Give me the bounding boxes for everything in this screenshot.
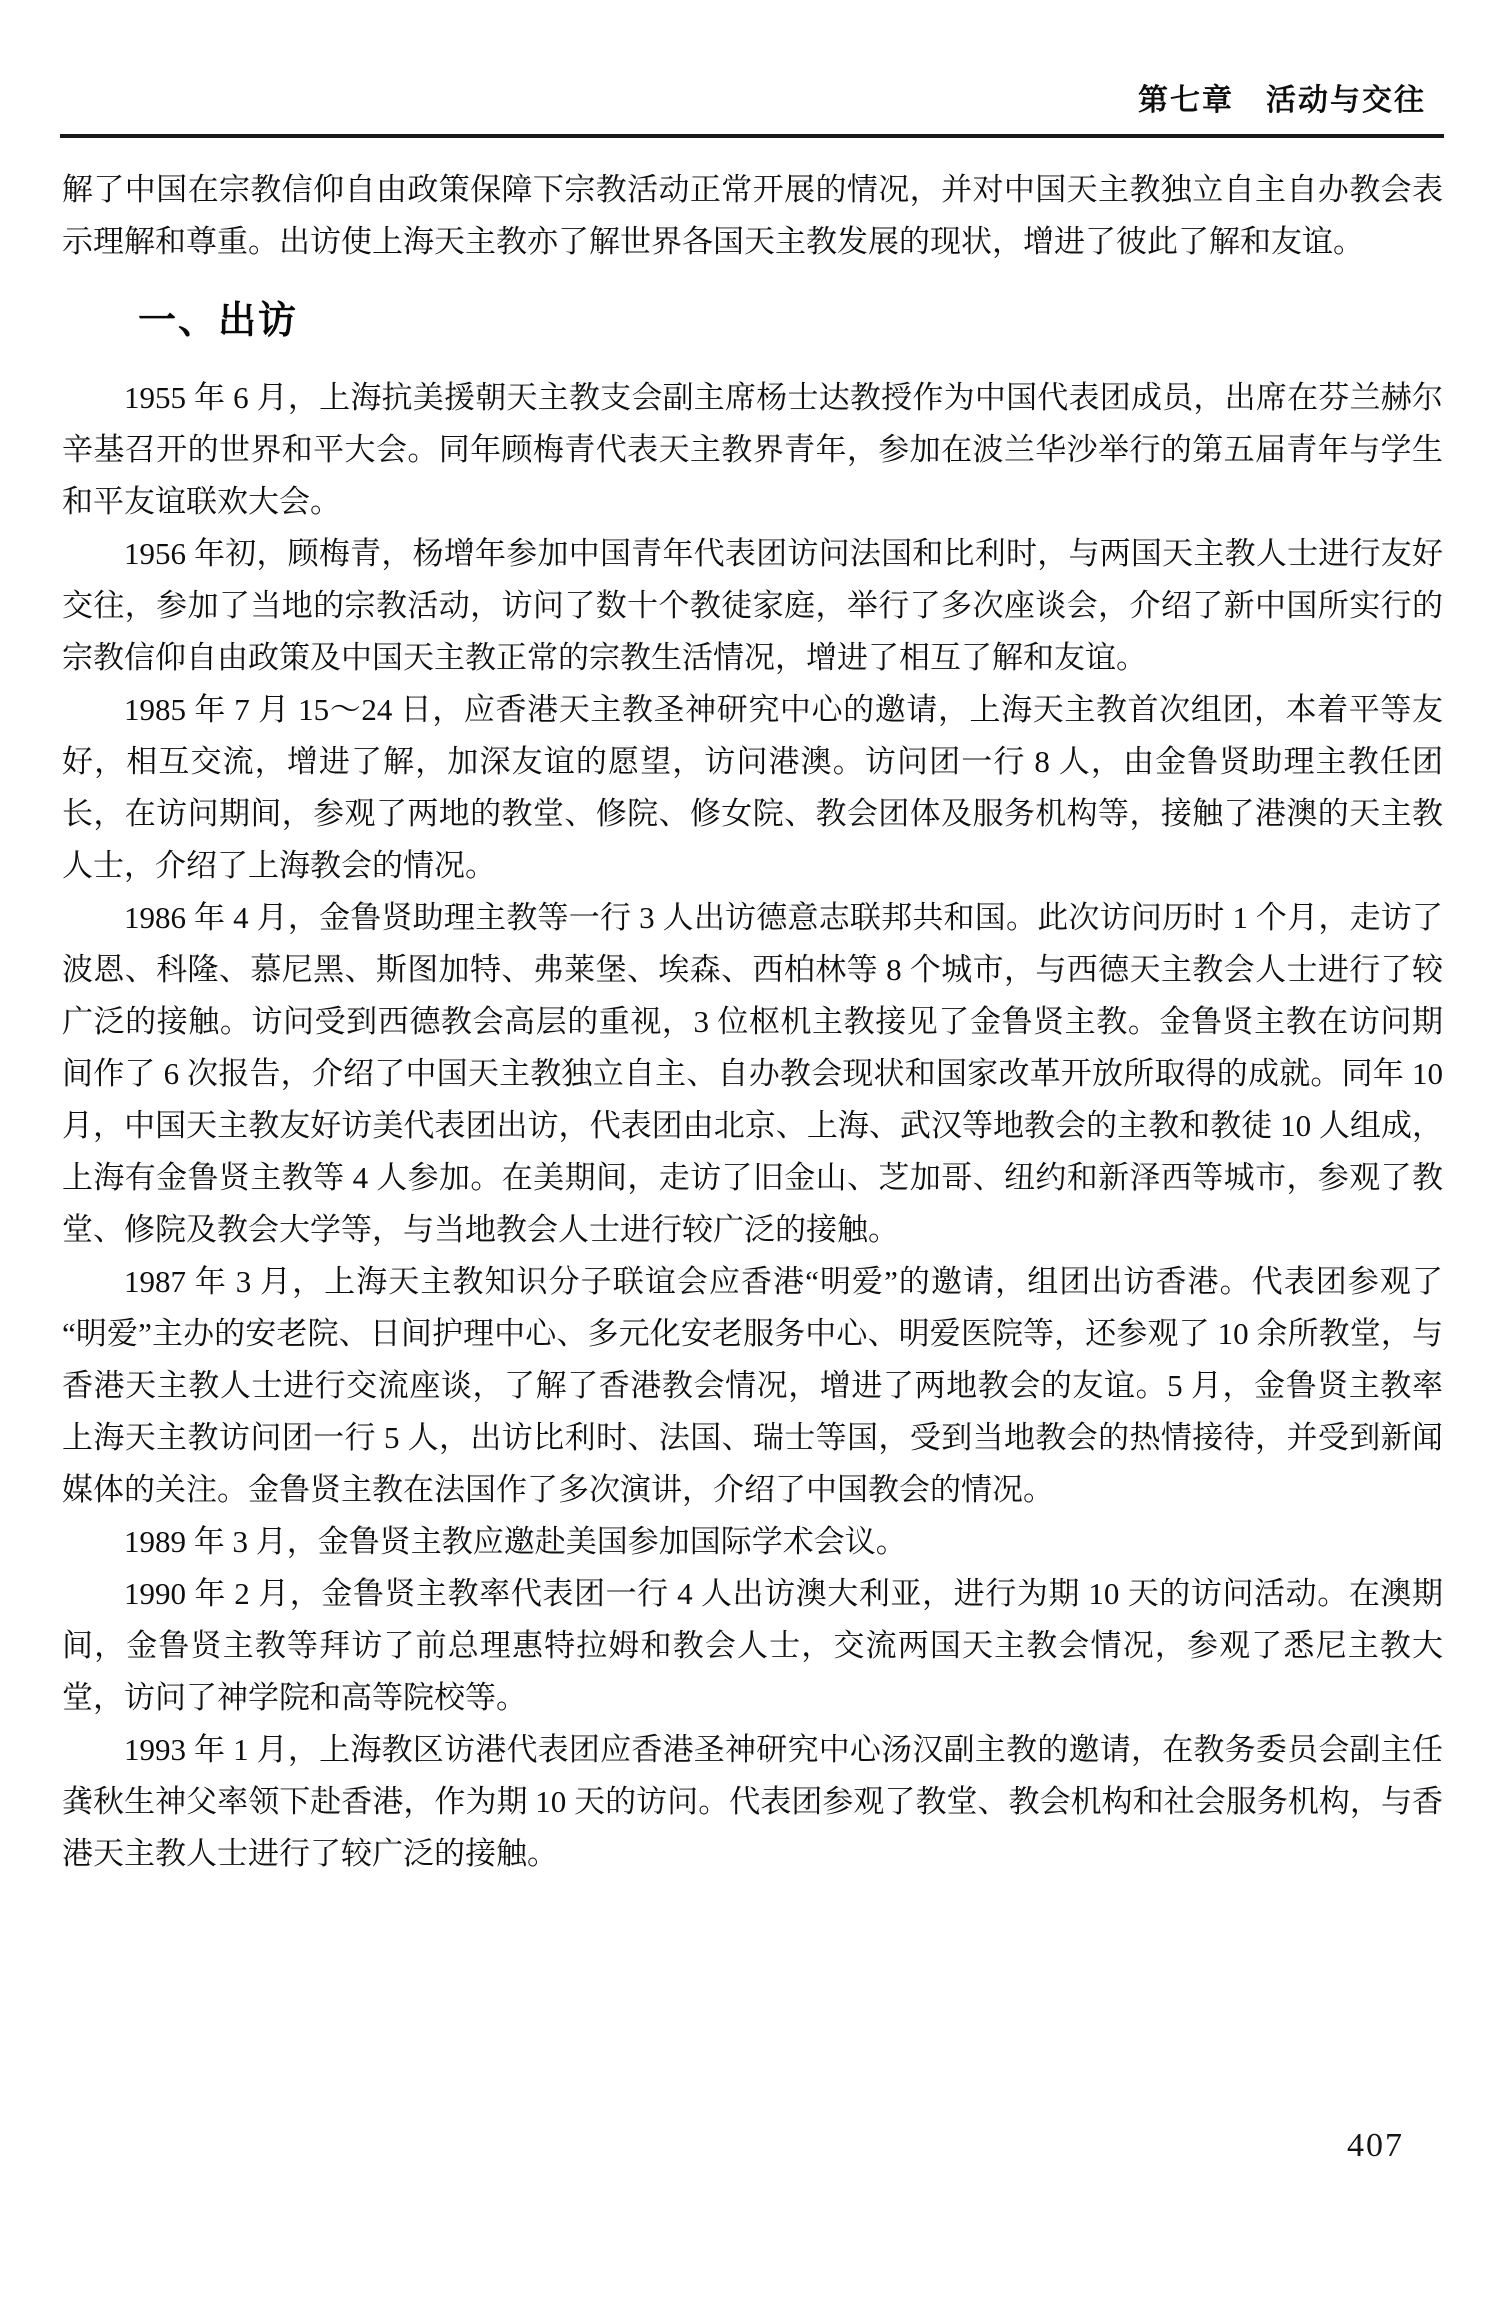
paragraph-1993: 1993 年 1 月，上海教区访港代表团应香港圣神研究中心汤汉副主教的邀请，在教务委员会副主任龚秋生神父率领下赴香港，作为期 10 天的访问。代表团参观了教堂、教会机构和社会服务机构，与香港天主教人士进行了较广泛的接触。 <box>62 1732 1443 1871</box>
paragraph-1955: 1955 年 6 月，上海抗美援朝天主教支会副主席杨士达教授作为中国代表团成员，出席在芬兰赫尔辛基召开的世界和平大会。同年顾梅青代表天主教界青年，参加在波兰华沙举行的第五届青年与学生和平友谊联欢大会。 <box>62 380 1443 519</box>
paragraph-1985: 1985 年 7 月 15～24 日，应香港天主教圣神研究中心的邀请，上海天主教首次组团，本着平等友好，相互交流，增进了解，加深友谊的愿望，访问港澳。访问团一行 8 人，由金鲁贤助理主教任团长，在访问期间，参观了两地的教堂、修院、修女院、教会团体及服务机构等，接触了港澳的天主教人士，介绍了上海教会的情况。 <box>62 692 1443 883</box>
chapter-title: 第七章 活动与交往 <box>1138 84 1426 117</box>
paragraph-1989: 1989 年 3 月，金鲁贤主教应邀赴美国参加国际学术会议。 <box>124 1524 907 1559</box>
paragraph-1956: 1956 年初，顾梅青，杨增年参加中国青年代表团访问法国和比利时，与两国天主教人士进行友好交往，参加了当地的宗教活动，访问了数十个教徒家庭，举行了多次座谈会，介绍了新中国所实行的宗教信仰自由政策及中国天主教正常的宗教生活情况，增进了相互了解和友谊。 <box>62 536 1443 675</box>
paragraph-1990: 1990 年 2 月，金鲁贤主教率代表团一行 4 人出访澳大利亚，进行为期 10 天的访问活动。在澳期间，金鲁贤主教等拜访了前总理惠特拉姆和教会人士，交流两国天主教会情况，参观了悉尼主教大堂，访问了神学院和高等院校等。 <box>62 1576 1443 1715</box>
page-number: 407 <box>1347 2127 1404 2164</box>
section-heading: 一、出访 <box>138 300 299 342</box>
running-header <box>0 0 1500 118</box>
header-rule <box>60 134 1444 138</box>
paragraph-1986: 1986 年 4 月，金鲁贤助理主教等一行 3 人出访德意志联邦共和国。此次访问历时 1 个月，走访了波恩、科隆、慕尼黑、斯图加特、弗莱堡、埃森、西柏林等 8 个城市，与西德天主教会人士进行了较广泛的接触。访问受到西德教会高层的重视，3 位枢机主教接见了金鲁贤主教。金鲁贤主教在访问期间作了 6 次报告，介绍了中国天主教独立自主、自办教会现状和国家改革开放所取得的成就。同年 10 月，中国天主教友好访美代表团出访，代表团由北京、上海、武汉等地教会的主教和教徒 10 人组成，上海有金鲁贤主教等 4 人参加。在美期间，走访了旧金山、芝加哥、纽约和新泽西等城市，参观了教堂、修院及教会大学等，与当地教会人士进行较广泛的接触。 <box>62 900 1443 1247</box>
page-body <box>62 164 1443 1880</box>
intro-paragraph: 解了中国在宗教信仰自由政策保障下宗教活动正常开展的情况，并对中国天主教独立自主自办教会表示理解和尊重。出访使上海天主教亦了解世界各国天主教发展的现状，增进了彼此了解和友谊。 <box>62 172 1443 259</box>
paragraph-1987: 1987 年 3 月，上海天主教知识分子联谊会应香港“明爱”的邀请，组团出访香港。代表团参观了“明爱”主办的安老院、日间护理中心、多元化安老服务中心、明爱医院等，还参观了 10 余所教堂，与香港天主教人士进行交流座谈，了解了香港教会情况，增进了两地教会的友谊。5 月，金鲁贤主教率上海天主教访问团一行 5 人，出访比利时、法国、瑞士等国，受到当地教会的热情接待，并受到新闻媒体的关注。金鲁贤主教在法国作了多次演讲，介绍了中国教会的情况。 <box>62 1264 1443 1507</box>
